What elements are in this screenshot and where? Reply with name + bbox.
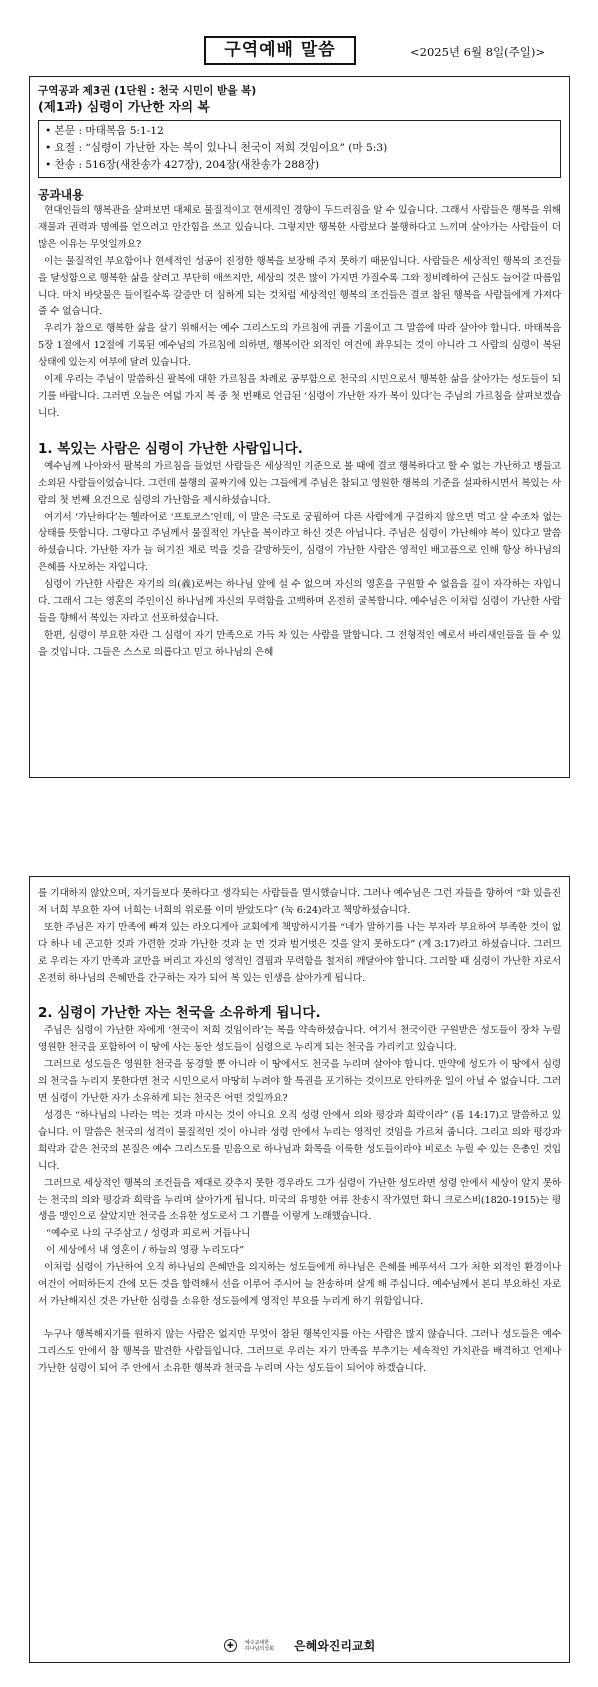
worship-date: <2025년 6월 8일(주일)>: [410, 45, 545, 59]
church-name: 은혜와진리교회: [294, 1639, 376, 1653]
page-2: [29, 876, 570, 1663]
section-1-paragraph: 한편, 심령이 부요한 자란 그 심령이 자기 만족으로 가득 차 있는 사람을 말합니다. 그 전형적인 예로서 바리새인들을 들 수 있을 것입니다. 그들은 스스로 의롭다고 믿고 하나님의 은혜: [38, 629, 561, 658]
closing-paragraph: 누구나 행복해지기를 원하지 않는 사람은 없지만 무엇이 참된 행복인지를 아는 사람은 많지 않습니다. 그러나 성도들은 예수 그리스도 안에서 참 행복을 발견한 사람들입니다. 그러므로 우리는 자기 만족을 부추기는 세속적인 가치관을 배격하고 언제나 가난한 심령이 되어 주 안에서 소유한 행복과 천국을 누리며 사는 성도들이 되어야 하겠습니다.: [38, 1328, 561, 1374]
denomination-line-2: 하나님의성회: [244, 1645, 274, 1652]
hymn-quote-line: “예수로 나의 구주삼고 / 성령과 피로써 거듭나니: [46, 1228, 251, 1240]
section-1-paragraph: 심령이 가난한 사람은 자기의 의(義)로써는 하나님 앞에 설 수 없으며 자신의 영혼을 구원할 수 없음을 깊이 자각하는 자입니다. 그래서 그는 영혼의 주인이신 하나님께 자신의 무력함을 고백하며 온전히 굴복합니다. 예수님은 이처럼 심령이 가난한 사람들을 향해서 복있는 자라고 선포하셨습니다.: [38, 579, 561, 624]
section-1-paragraph: 를 기대하지 않았으며, 자기들보다 못하다고 생각되는 사람들을 멸시했습니다. 그러나 예수님은 그런 자들을 향하여 “화 있을진저 너희 부요한 자여 너희는 너희의 위로를 이미 받았도다” (눅 6:24)라고 책망하셨습니다.: [38, 888, 561, 916]
section-1-heading: 1. 복있는 사람은 심령이 가난한 사람입니다.: [38, 440, 303, 457]
hymn-quote-line: 이 세상에서 내 영혼이 / 하늘의 영광 누리도다”: [46, 1245, 245, 1257]
intro-paragraph: 현대인들의 행복관을 살펴보면 대체로 물질적이고 현세적인 경향이 두드러짐을 알 수 있습니다. 그래서 사람들은 행복을 위해 재물과 권력과 명예를 얻으려고 안간힘을 쓰고 있습니다. 그렇지만 행복한 사람보다 불행하다고 느끼며 살아가는 사람들이 더 많은 이유는 무엇일까요?: [38, 205, 561, 250]
section-2-paragraph: 이처럼 심령이 가난하여 오직 하나님의 은혜만을 의지하는 성도들에게 하나님은 은혜를 베푸셔서 그가 처한 외적인 환경이나 여건이 어떠하든지 간에 모든 것을 합력해서 선을 이루어 주시어 늘 찬송하며 살게 해 주십니다. 예수님께서 본디 부요하신 자로서 가난해지신 것은 가난한 심령을 소유한 성도들에게 영적인 부요를 누리게 하기 위함입니다.: [38, 1262, 561, 1307]
denomination-label: [245, 1640, 289, 1652]
page-1: [29, 76, 570, 778]
section-1-paragraph: 여기서 ‘가난하다’는 헬라어로 ‘프토코스’인데, 이 말은 극도로 궁핍하여 다른 사람에게 구걸하지 않으면 먹고 살 수조차 없는 상태를 뜻합니다. 그렇다고 주님께서 물질적인 가난을 복이라고 하신 것은 아닙니다. 주님은 심령이 가난해야 복이 있다고 말씀하셨습니다. 가난한 자가 늘 허기진 채로 먹을 것을 갈망하듯이, 심령이 가난한 사람은 영적인 배고픔으로 인해 항상 하나님의 은혜를 사모하는 자입니다.: [38, 511, 561, 574]
scripture-info-box: [38, 120, 561, 178]
section-2-paragraph: 그러므로 성도들은 영원한 천국을 동경할 뿐 아니라 이 땅에서도 천국을 누리며 살아야 합니다. 만약에 성도가 이 땅에서 심령의 천국을 누리지 못한다면 천국 시민으로서 마땅히 누려야 할 특권을 포기하는 것이므로 안타까운 일이 아닐 수 없습니다. 그러면 심령이 가난한 자가 소유하게 되는 천국은 어떤 것일까요?: [38, 1059, 561, 1105]
scripture-text: • 본문 : 마태복음 5:1-12: [45, 125, 164, 137]
lesson-series: 구역공과 제3권 (1단원 : 천국 시민이 받을 복): [38, 85, 257, 97]
key-verse: • 요절 : “심령이 가난한 자는 복이 있나니 천국이 저희 것임이요” (마 5:3): [45, 142, 388, 154]
section-2-paragraph: 성경은 “하나님의 나라는 먹는 것과 마시는 것이 아니요 오직 성령 안에서 의와 평강과 희락이라” (롬 14:17)고 말씀하고 있습니다. 이 말씀은 천국의 성격이 물질적인 것이 아니라 성령 안에서 누리는 영적인 것임을 가르쳐 줍니다. 그리고 의와 평강과 희락과 같은 천국의 본질은 예수 그리스도를 믿음으로 하나님과 화목을 이룩한 성도들이라야 비로소 누릴 수 있는 은총인 것입니다.: [38, 1109, 561, 1172]
section-2-paragraph: 그러므로 세상적인 행복의 조건들을 제대로 갖추지 못한 경우라도 그가 심령이 가난한 성도라면 성령 안에서 세상이 알지 못하는 천국의 의와 평강과 희락을 누리며 살아가게 됩니다. 미국의 유명한 여류 찬송시 작가였던 화니 크로스비(1820-1915)는 평생을 맹인으로 살았지만 천국을 소유한 성도로서 그 기쁨을 이렇게 노래했습니다.: [38, 1177, 561, 1223]
content-heading: 공과내용: [38, 188, 84, 202]
section-2-heading: 2. 심령이 가난한 자는 천국을 소유하게 됩니다.: [38, 1005, 321, 1022]
intro-paragraph: 이제 우리는 주님이 말씀하신 팔복에 대한 가르침을 차례로 공부함으로 천국의 시민으로서 행복한 삶을 살아가는 성도들이 되기를 바랍니다. 그러면 오늘은 여덟 가지 복 중 첫 번째로 언급된 ‘심령이 가난한 자가 복이 있다’는 주님의 가르침을 살펴보겠습니다.: [38, 374, 561, 419]
lesson-title: (제1과) 심령이 가난한 자의 복: [38, 99, 210, 114]
intro-paragraph: 우리가 참으로 행복한 삶을 살기 위해서는 예수 그리스도의 가르침에 귀를 기울이고 그 말씀에 따라 살아야 합니다. 마태복음 5장 1절에서 12절에 기록된 예수님의 가르침에 의하면, 행복이란 외적인 여건에 좌우되는 것이 아니라 그 사람의 심령이 복된 상태에 있는지 여부에 달려 있습니다.: [38, 323, 561, 369]
page-title: 구역예배 말씀: [204, 36, 356, 65]
church-footer: [30, 1635, 569, 1653]
church-logo-icon: ✚: [224, 1639, 237, 1652]
section-2-paragraph: 주님은 심령이 가난한 자에게 ‘천국이 저희 것임이라’는 복을 약속하셨습니다. 여기서 천국이란 구원받은 성도들이 장차 누릴 영원한 천국을 포함하여 이 땅에 사는 동안 성도들이 심령으로 누리게 되는 천국을 가리키고 있습니다.: [38, 1025, 561, 1054]
denomination-line-1: 예수교대한: [244, 1639, 270, 1646]
hymns: • 찬송 : 516장(새찬송가 427장), 204장(새찬송가 288장): [45, 159, 320, 171]
header: [0, 36, 598, 72]
intro-paragraph: 이는 물질적인 부요함이나 현세적인 성공이 진정한 행복을 보장해 주지 못하기 때문입니다. 사람들은 세상적인 행복의 조건들을 달성함으로 행복한 삶을 살려고 부단히 애쓰지만, 세상의 것은 많이 가지면 가질수록 그와 정비례하여 근심도 늘어갈 따름입니다. 마치 바닷물은 들이킬수록 갈증만 더 심하게 되는 것처럼 세상적인 행복의 조건들은 결코 참된 행복을 사람들에게 가져다줄 수 없습니다.: [38, 255, 561, 318]
section-1-paragraph: 또한 주님은 자기 만족에 빠져 있는 라오디게아 교회에게 책망하시기를 “네가 말하기를 나는 부자라 부요하여 부족한 것이 없다 하나 네 곤고한 것과 가련한 것과 가난한 것과 눈 먼 것과 벌거벗은 것을 알지 못하도다” (계 3:17)라고 하셨습니다. 그러므로 우리는 자기 만족과 교만을 버리고 자신의 영적인 결핍과 무력함을 철저히 깨달아야 합니다. 그러할 때 심령이 가난한 자로서 온전히 하나님의 은혜만을 간구하는 자가 되어 복 있는 인생을 살아가게 됩니다.: [38, 921, 561, 984]
section-1-paragraph: 예수님께 나아와서 팔복의 가르침을 들었던 사람들은 세상적인 기준으로 볼 때에 결코 행복하다고 할 수 없는 가난하고 병들고 소외된 사람들이었습니다. 그런데 불행의 골짜기에 있는 그들에게 주님은 참되고 영원한 행복의 기준을 설파하시면서 복있는 사람의 첫 번째 요건으로 심령의 가난함을 제시하셨습니다.: [38, 460, 561, 506]
